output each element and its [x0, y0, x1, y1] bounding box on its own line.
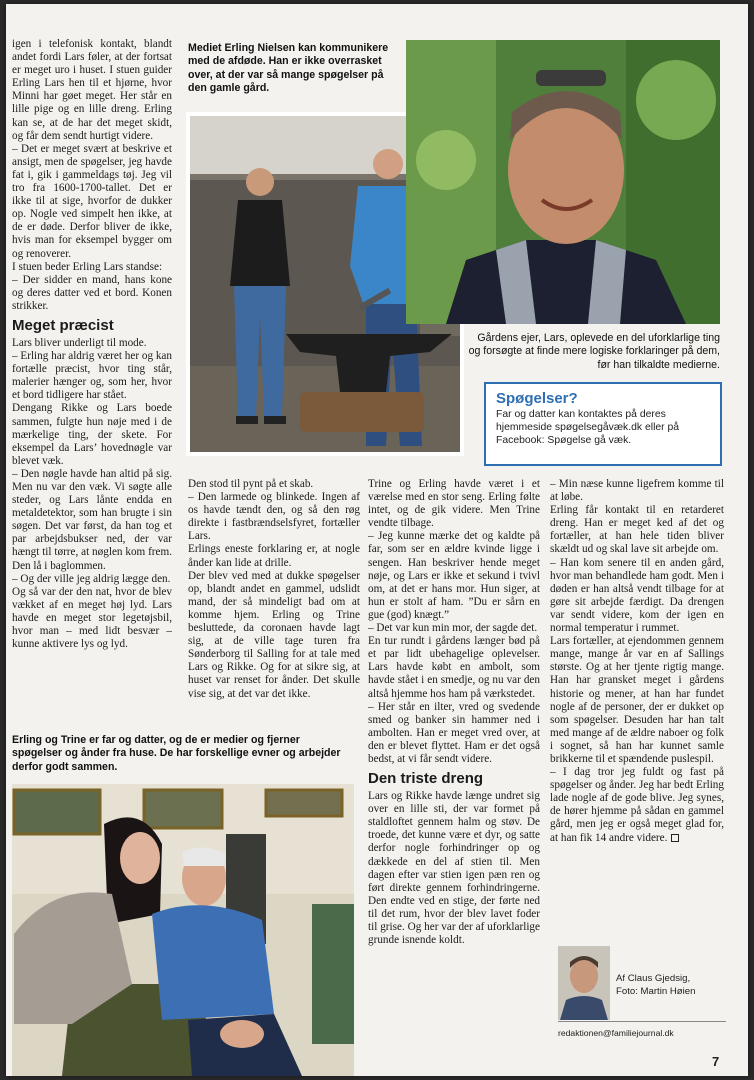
paragraph: Trine og Erling havde været i et værelse med en stor seng. Erling følte intet, og de gik videre. Men Trine vendte tilbage.	[368, 478, 540, 530]
byline-text	[616, 972, 695, 998]
factbox-title: Spøgelser?	[496, 390, 578, 407]
photo-livingroom	[12, 784, 354, 1076]
portrait-illustration	[406, 40, 720, 324]
column-2-text	[188, 478, 360, 701]
caption-livingroom: Erling og Trine er far og datter, og de er medier og fjerner spøgelser og ånder fra huse. De har forskellige evner og arbejder derfor godt sammen.	[12, 734, 341, 773]
caption-smithy: Mediet Erling Nielsen kan kommunikere med de afdøde. Han er ikke overrasket over, at der var så mange spøgelser på den gamle gård.	[188, 42, 389, 95]
column-4-text	[550, 478, 724, 845]
end-mark-icon	[671, 834, 679, 842]
caption-portrait: Gårdens ejer, Lars, oplevede en del uforklarlige ting og forsøgte at finde mere logiske forklaringer på dem, før han tilkaldte medierne.	[468, 332, 720, 371]
paragraph: – I dag tror jeg fuldt og fast på spøgelser og ånder. Jeg har bedt Erling lade nogle af de gode blive. Jeg synes, de hører hjemme på sådan en gammel gård, men jeg er også meget glad for, at han fik 14 andre videre.	[550, 766, 724, 844]
page-number: 7	[712, 1054, 720, 1069]
paragraph: – Jeg kunne mærke det og kaldte på far, som ser en ældre kvinde ligge i sengen. Han beskriver hende meget nøje, og Lars er ikke et sekund i tvivl om, at det er hans mor. Hun siger, at hun er stolt af ham. ”Du er sårn en gue (god) knægt.”	[368, 530, 540, 621]
paragraph: – Han kom senere til en anden gård, hvor man behandlede ham godt. Men i døden er han altså vendt tilbage for at gøre sit arbejde færdigt. Da drengen var sendt videre, kom der igen en normal temperatur i rummet.	[550, 556, 724, 635]
contact-email: redaktionen@familiejournal.dk	[558, 1028, 674, 1038]
byline-author: Af Claus Gjedsig,	[616, 973, 691, 984]
paragraph: Erling får kontakt til en retarderet dreng. Han er meget ked af det og fortæller, at han hele tiden bliver skældt ud og skal lave sit arbejde om.	[550, 504, 724, 556]
author-photo	[558, 946, 610, 1020]
paragraph: Lars og Rikke havde længe undret sig over en lille sti, der var formet på staldloftet gennem halm og støv. De troede, det kunne være et dyr, og satte derfor nogle forhindringer op og dækkede en del af stien til. Men dagen efter var stien igen pæn ren og ført direkte gennem forhindringerne. Den endte ved en stige, der førte ned til det rum, hvor der blev lavet foder til grise. Og her var der af uforklarlige grunde isnende koldt.	[368, 790, 540, 947]
magazine-page	[6, 4, 748, 1076]
paragraph: – Den nøgle havde han altid på sig. Men nu var den væk. Vi søgte alle steder, og Lars lånte endda en metaldetektor, som han brugte i sin søgen. Det var først, da han tog et par arbejdsbukser ned, der var hængt til tørre, at nøglen kom frem. Den lå i baglommen.	[12, 467, 172, 572]
paragraph: igen i telefonisk kontakt, blandt andet fordi Lars føler, at der fortsat er meget uro i huset. I stuen guider Erling Lars hen til et hjørne, hvor Minni har gøet meget. Her står en lille pige og en lille dreng. Erling kan se, at de har det meget skidt, og får dem sendt hurtigt videre.	[12, 38, 172, 142]
paragraph: Der blev ved med at dukke spøgelser op, blandt andet en gammel, udslidt mand, der så mindeligt bad om at komme hjem. Erling og Trine besluttede, da coronaen havde lagt sig, at de ville tage turen fra Sønderborg til Salling for at tale med Lars og Rikke. Og for at sikre sig, at huset var renset for ånder. Det skulle vise sig, at det var det ikke.	[188, 569, 360, 700]
paragraph: – Min næse kunne ligefrem komme til at løbe.	[550, 478, 724, 504]
paragraph: I stuen beder Erling Lars standse:	[12, 260, 163, 273]
byline	[558, 944, 726, 1024]
paragraph: – Det var kun min mor, der sagde det.	[368, 622, 538, 635]
subheading-meget-praecist: Meget præcist	[12, 316, 114, 334]
column-1-text	[12, 38, 172, 313]
factbox	[484, 382, 722, 466]
paragraph: – Og der ville jeg aldrig lægge den.	[12, 572, 171, 585]
column-4	[550, 478, 724, 938]
livingroom-illustration	[12, 784, 354, 1076]
paragraph: Og så var der den nat, hvor de blev vækket af en meget høj lyd. Lars havde en meget stor legetøjsbil, hvor man – med lidt besvær – kunne aktivere lys og lyd.	[12, 585, 172, 651]
photo-portrait	[406, 40, 720, 324]
paragraph: Erlings eneste forklaring er, at nogle ånder kan lide at drille.	[188, 543, 360, 569]
paragraph: – Den larmede og blinkede. Ingen af os havde tændt den, og så den røg direkte i fastbrændselsfyret, fortæller Lars.	[188, 491, 360, 543]
factbox-text: Far og datter kan kontaktes på deres hjemmeside spøgelsegåvæk.dk eller på Facebook: Spøgelse gå væk.	[496, 409, 680, 447]
subheading-den-triste-dreng: Den triste dreng	[368, 770, 484, 788]
column-1-text-cont	[12, 337, 172, 651]
paragraph: Lars bliver underligt til mode.	[12, 336, 147, 349]
paragraph: – Erling har aldrig været her og kan fortælle præcist, hvor ting står, malerier hænger og, som her, hvor et bord tidligere har stået.	[12, 350, 172, 402]
paragraph: Den stod til pynt på et skab.	[188, 478, 314, 490]
column-3	[368, 478, 540, 1048]
column-1	[12, 38, 172, 728]
paragraph: Lars fortæller, at ejendommen gennem mange, mange år var en af Sallings største. Og at her tjente rigtig mange. Han har gransket meget i gårdens historie og mener, at han har fundet nogle af de personer, der er dukket op som spøgelser. Desuden har han talt med mange af de ældre naboer og folk i sognet, så han har kunnet samle brikkerne til et spændende puslespil.	[550, 635, 724, 765]
paragraph: – Der sidder en mand, hans kone og deres datter ved et bord. Konen strikker.	[12, 273, 172, 312]
column-2	[188, 478, 360, 728]
column-3-text-cont	[368, 790, 540, 947]
column-3-text	[368, 478, 540, 766]
paragraph: Dengang Rikke og Lars boede sammen, fulgte hun nøje med i de mærkelige ting, der skete. For eksempel da Lars’ hovednøgle var blevet væk.	[12, 402, 172, 467]
paragraph: En tur rundt i gårdens længer bød på et par lidt ubehagelige oplevelser. Lars havde købt en ambolt, som havde stået i en smedje, og nu var den altså hjemme hos ham på værkstedet.	[368, 635, 540, 700]
paragraph: – Her står en ilter, vred og svedende smed og banker sin hammer ned i ambolten. Han er meget vred over, at den er blevet flyttet. Ham er det også bedst, at vi får sendt videre.	[368, 700, 540, 765]
byline-rule	[558, 1021, 726, 1022]
paragraph: – Det er meget svært at beskrive et ansigt, men de spøgelser, jeg havde fat i, gik i gammeldags tøj. Jeg vil tro fra 1600-1700-tallet. Det er ikke til at sige, hvorfor de dukker op. Nogle ved simpelt hen ikke, at de er døde. Derfor bliver de ikke, hvis man for eksempel bygger om og renoverer.	[12, 142, 172, 260]
byline-photo: Foto: Martin Høien	[616, 986, 696, 997]
